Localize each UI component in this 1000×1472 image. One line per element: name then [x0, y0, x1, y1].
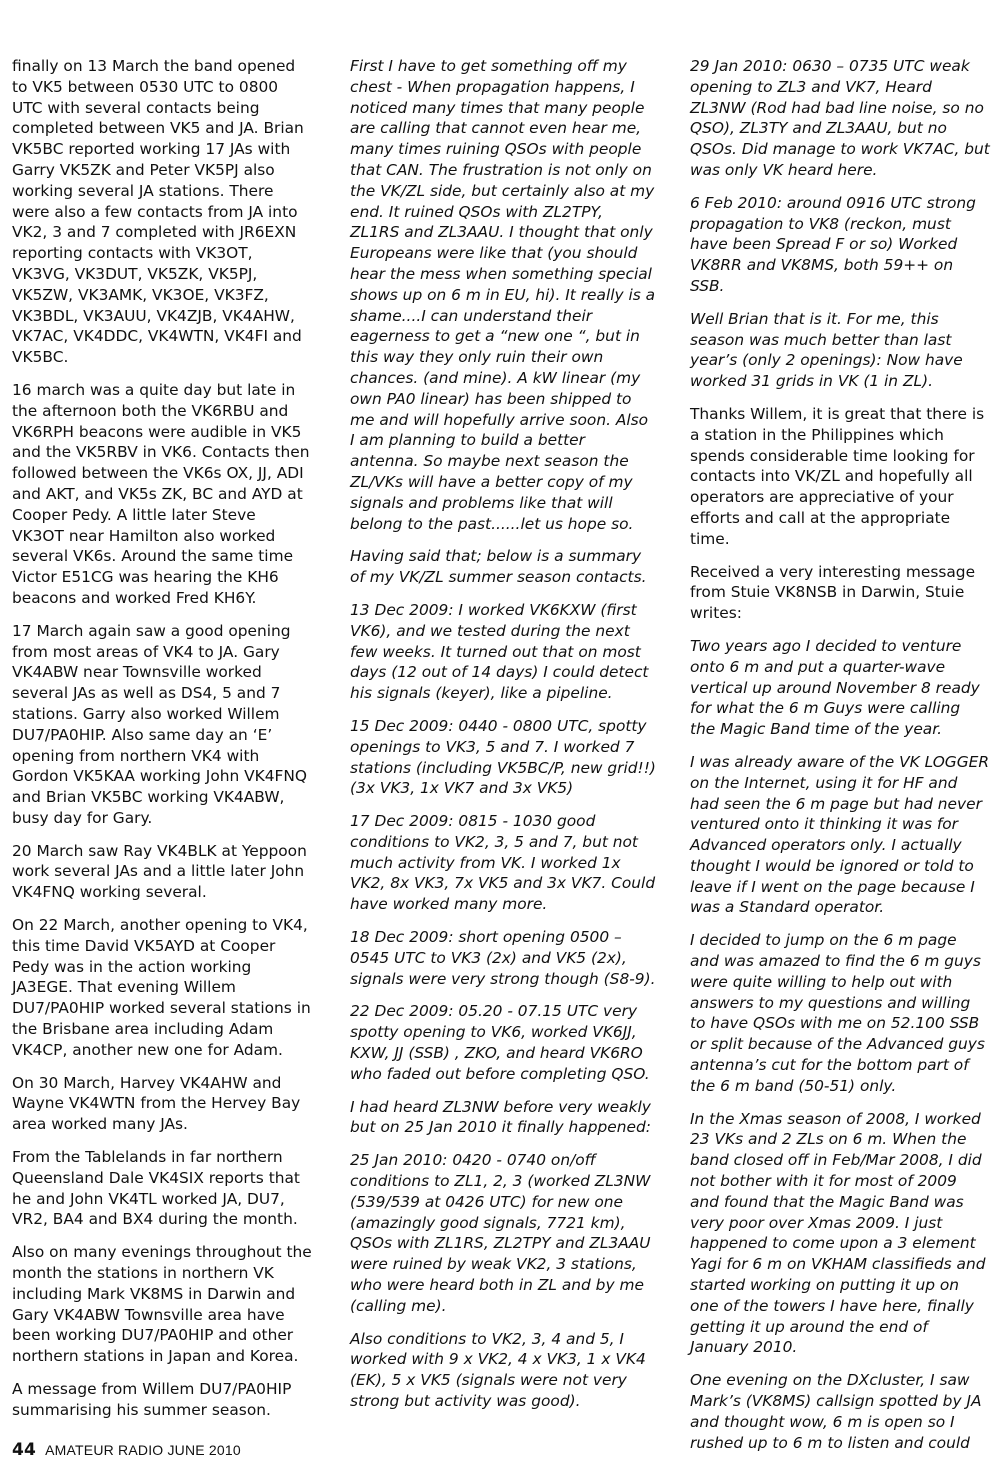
paragraph: One evening on the DXcluster, I saw Mark’s (VK8MS) callsign spotted by JA and thought wow, 6 m is open so I rushed up to 6 m to listen and could: [690, 1371, 982, 1452]
page-footer: [12, 1440, 241, 1460]
paragraph: Having said that; below is a summary of my VK/ZL summer season contacts.: [350, 547, 647, 587]
paragraph: 17 March again saw a good opening from most areas of VK4 to JA. Gary VK4ABW near Townsville worked several JAs as well as DS4, 5 and 7 stations. Garry also worked Willem DU7/PA0HIP. Also same day an ‘E’ opening from northern VK4 with Gordon VK5KAA working John VK4FNQ and Brian VK5BC working VK4ABW, busy day for Gary.: [12, 621, 308, 827]
paragraph: On 30 March, Harvey VK4AHW and Wayne VK4WTN from the Hervey Bay area worked many JAs.: [12, 1073, 301, 1134]
paragraph: 18 Dec 2009: short opening 0500 – 0545 UTC to VK3 (2x) and VK5 (2x), signals were very strong though (S8-9).: [350, 928, 656, 988]
paragraph: 15 Dec 2009: 0440 - 0800 UTC, spotty openings to VK3, 5 and 7. I worked 7 stations (including VK5BC/P, new grid!!) (3x VK3, 1x VK7 and 3x VK5): [350, 716, 656, 798]
paragraph: A message from Willem DU7/PA0HIP summarising his summer season.: [12, 1380, 292, 1419]
column-1: [12, 56, 312, 1433]
paragraph: 25 Jan 2010: 0420 - 0740 on/off conditions to ZL1, 2, 3 (worked ZL3NW (539/539 at 0426 UTC) for new one (amazingly good signals, 7721 km), QSOs with ZL1RS, ZL2TPY and ZL3AAU were ruined by weak VK2, 3 stations, who were heard both in ZL and by me (calling me).: [350, 1151, 651, 1315]
paragraph: 13 Dec 2009: I worked VK6KXW (first VK6), and we tested during the next few weeks. It turned out that on most days (12 out of 14 days) I could detect his signals (keyer), like a pipeline.: [350, 600, 649, 703]
paragraph: On 22 March, another opening to VK4, this time David VK5AYD at Cooper Pedy was in the action working JA3EGE. That evening Willem DU7/PA0HIP worked several stations in the Brisbane area including Adam VK4CP, another new one for Adam.: [12, 916, 311, 1059]
magazine-issue: AMATEUR RADIO JUNE 2010: [45, 1442, 241, 1458]
paragraph: Thanks Willem, it is great that there is a station in the Philippines which spends considerable time looking for contacts into VK/ZL and hopefully all operators are appreciative of your efforts and call at the appropriate time.: [690, 404, 985, 548]
paragraph: Two years ago I decided to venture onto 6 m and put a quarter-wave vertical up around November 8 ready for what the 6 m Guys were calling the Magic Band time of the year.: [690, 636, 980, 739]
paragraph: 29 Jan 2010: 0630 – 0735 UTC weak opening to ZL3 and VK7, Heard ZL3NW (Rod had bad line noise, so no QSO), ZL3TY and ZL3AAU, but no QSOs. Did manage to work VK7AC, but was only VK heard here.: [690, 57, 990, 179]
paragraph: I decided to jump on the 6 m page and was amazed to find the 6 m guys were quite willing to help out with answers to my questions and willing to have QSOs with me on 52.100 SSB or split because of the Advanced guys antenna’s cut for the bottom part of the 6 m band (50-51) only.: [690, 931, 985, 1095]
column-2: [350, 56, 656, 1424]
paragraph: In the Xmas season of 2008, I worked 23 VKs and 2 ZLs on 6 m. When the band closed off in Feb/Mar 2008, I did not bother with it for most of 2009 and found that the Magic Band was very poor over Xmas 2009. I just happened to come upon a 3 element Yagi for 6 m on VKHAM classifieds and started working on putting it up on one of the towers I have here, finally getting it up around the end of January 2010.: [690, 1109, 986, 1357]
paragraph: Received a very interesting message from Stuie VK8NSB in Darwin, Stuie writes:: [690, 562, 976, 623]
paragraph: First I have to get something off my chest - When propagation happens, I noticed many times that many people are calling that cannot even hear me, many times ruining QSOs with people that CAN. The frustration is not only on the VK/ZL side, but certainly also at my end. It ruined QSOs with ZL2TPY, ZL1RS and ZL3AAU. I thought that only Europeans were like that (you should hear the mess when something special shows up on 6 m in EU, hi). It really is a shame....I can understand their eagerness to get a “new one “, but in this way they only ruin their own chances. (and mine). A kW linear (my own PA0 linear) has been shipped to me and will hopefully arrive soon. Also I am planning to build a better antenna. So maybe next season the ZL/VKs will have a better copy of my signals and problems like that will belong to the past......let us hope so.: [350, 57, 656, 533]
paragraph: 20 March saw Ray VK4BLK at Yeppoon work several JAs and a little later John VK4FNQ working several.: [12, 841, 307, 902]
paragraph: Also on many evenings throughout the month the stations in northern VK including Mark VK8MS in Darwin and Gary VK4ABW Townsville area have been working DU7/PA0HIP and other northern stations in Japan and Korea.: [12, 1243, 312, 1366]
paragraph: I was already aware of the VK LOGGER on the Internet, using it for HF and had seen the 6 m page but had never ventured onto it thinking it was for Advanced operators only. I actually thought I would be ignored or told to leave if I went on the page because I was a Standard operator.: [690, 752, 990, 917]
paragraph: Well Brian that is it. For me, this season was much better than last year’s (only 2 openings): Now have worked 31 grids in VK (1 in ZL).: [690, 309, 963, 391]
paragraph: Also conditions to VK2, 3, 4 and 5, I worked with 9 x VK2, 4 x VK3, 1 x VK4 (EK), 5 x VK5 (signals were not very strong but activity was good).: [350, 1329, 646, 1411]
paragraph: finally on 13 March the band opened to VK5 between 0530 UTC to 0800 UTC with several contacts being completed between VK5 and JA. Brian VK5BC reported working 17 JAs with Garry VK5ZK and Peter VK5PJ also working several JA stations. There were also a few contacts from JA into VK2, 3 and 7 completed with JR6EXN reporting contacts with VK3OT, VK3VG, VK3DUT, VK5ZK, VK5PJ, VK5ZW, VK3AMK, VK3OE, VK3FZ, VK3BDL, VK3AUU, VK4ZJB, VK4AHW, VK7AC, VK4DDC, VK4WTN, VK4FI and VK5BC.: [12, 57, 304, 367]
column-3: [690, 56, 990, 1465]
paragraph: 6 Feb 2010: around 0916 UTC strong propagation to VK8 (reckon, must have been Spread F or so) Worked VK8RR and VK8MS, both 59++ on SSB.: [690, 193, 976, 295]
paragraph: 22 Dec 2009: 05.20 - 07.15 UTC very spotty opening to VK6, worked VK6JJ, KXW, JJ (SSB) , ZKO, and heard VK6RO who faded out before completing QSO.: [350, 1002, 650, 1083]
page-number: 44: [12, 1440, 37, 1460]
paragraph: 17 Dec 2009: 0815 - 1030 good conditions to VK2, 3, 5 and 7, but not much activity from VK. I worked 1x VK2, 8x VK3, 7x VK5 and 3x VK7. Could have worked many more.: [350, 812, 656, 914]
paragraph: From the Tablelands in far northern Queensland Dale VK4SIX reports that he and John VK4TL worked JA, DU7, VR2, BA4 and BX4 during the month.: [12, 1148, 300, 1229]
paragraph: 16 march was a quite day but late in the afternoon both the VK6RBU and VK6RPH beacons were audible in VK5 and the VK5RBV in VK6. Contacts then followed between the VK6s OX, JJ, ADI and AKT, and VK5s ZK, BC and AYD at Cooper Pedy. A little later Steve VK3OT near Hamilton also worked several VK6s. Around the same time Victor E51CG was hearing the KH6 beacons and worked Fred KH6Y.: [12, 380, 310, 607]
paragraph: I had heard ZL3NW before very weakly but on 25 Jan 2010 it finally happened:: [350, 1097, 651, 1137]
